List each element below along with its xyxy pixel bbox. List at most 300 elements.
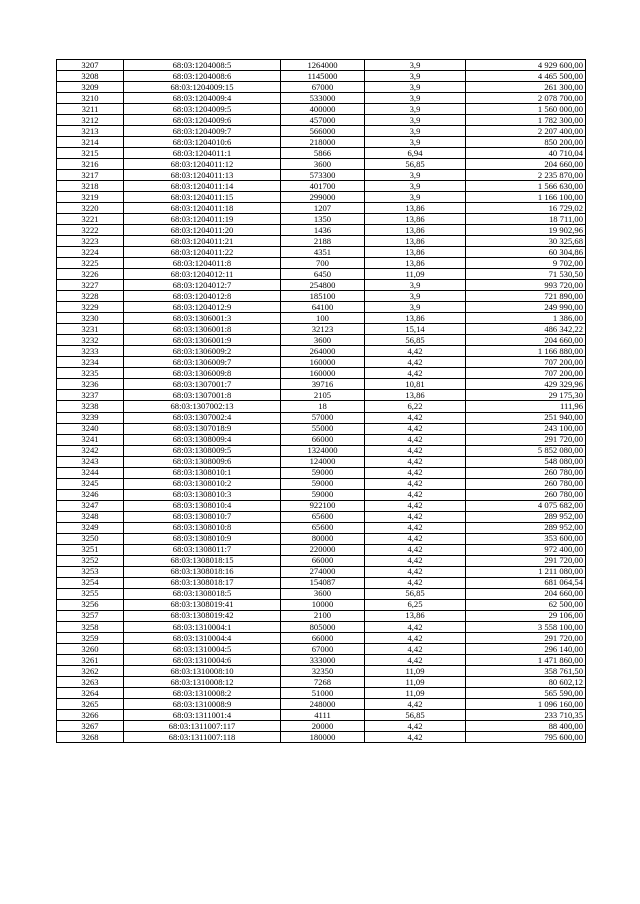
cadastral-number-cell: 68:03:1204011:8 <box>124 258 281 269</box>
table-row <box>57 478 586 489</box>
cadastral-number-cell: 68:03:1308010:8 <box>124 522 281 533</box>
cadastral-number-cell: 68:03:1310004:6 <box>124 654 281 665</box>
row-number-cell: 3214 <box>57 137 124 148</box>
table-row <box>57 423 586 434</box>
table-row <box>57 412 586 423</box>
table-row <box>57 302 586 313</box>
area-cell: 248000 <box>281 698 365 709</box>
table-row <box>57 225 586 236</box>
cadastral-number-cell: 68:03:1308010:3 <box>124 489 281 500</box>
rate-cell: 13,86 <box>365 225 466 236</box>
rate-cell: 4,42 <box>365 412 466 423</box>
row-number-cell: 3222 <box>57 225 124 236</box>
row-number-cell: 3234 <box>57 357 124 368</box>
area-cell: 6450 <box>281 269 365 280</box>
value-cell: 204 660,00 <box>466 159 586 170</box>
value-cell: 1 096 160,00 <box>466 698 586 709</box>
row-number-cell: 3264 <box>57 687 124 698</box>
rate-cell: 4,42 <box>365 368 466 379</box>
value-cell: 204 660,00 <box>466 335 586 346</box>
cadastral-number-cell: 68:03:1310008:10 <box>124 665 281 676</box>
row-number-cell: 3232 <box>57 335 124 346</box>
area-cell: 59000 <box>281 467 365 478</box>
row-number-cell: 3254 <box>57 577 124 588</box>
row-number-cell: 3230 <box>57 313 124 324</box>
table-row <box>57 93 586 104</box>
area-cell: 65600 <box>281 522 365 533</box>
cadastral-number-cell: 68:03:1204011:21 <box>124 236 281 247</box>
row-number-cell: 3231 <box>57 324 124 335</box>
row-number-cell: 3250 <box>57 533 124 544</box>
table-row <box>57 731 586 742</box>
value-cell: 721 890,00 <box>466 291 586 302</box>
row-number-cell: 3208 <box>57 71 124 82</box>
row-number-cell: 3213 <box>57 126 124 137</box>
row-number-cell: 3266 <box>57 709 124 720</box>
cadastral-number-cell: 68:03:1306001:3 <box>124 313 281 324</box>
cadastral-number-cell: 68:03:1308009:5 <box>124 445 281 456</box>
cadastral-number-cell: 68:03:1204011:20 <box>124 225 281 236</box>
cadastral-number-cell: 68:03:1307001:8 <box>124 390 281 401</box>
rate-cell: 3,9 <box>365 60 466 71</box>
table-row <box>57 82 586 93</box>
row-number-cell: 3229 <box>57 302 124 313</box>
rate-cell: 3,9 <box>365 104 466 115</box>
table-row <box>57 643 586 654</box>
area-cell: 20000 <box>281 720 365 731</box>
value-cell: 565 590,00 <box>466 687 586 698</box>
table-row <box>57 291 586 302</box>
rate-cell: 56,85 <box>365 588 466 599</box>
value-cell: 291 720,00 <box>466 434 586 445</box>
row-number-cell: 3257 <box>57 610 124 621</box>
area-cell: 66000 <box>281 434 365 445</box>
area-cell: 299000 <box>281 192 365 203</box>
row-number-cell: 3246 <box>57 489 124 500</box>
area-cell: 400000 <box>281 104 365 115</box>
rate-cell: 56,85 <box>365 709 466 720</box>
row-number-cell: 3256 <box>57 599 124 610</box>
value-cell: 111,96 <box>466 401 586 412</box>
table-row <box>57 599 586 610</box>
table-row <box>57 346 586 357</box>
table-row <box>57 555 586 566</box>
cadastral-number-cell: 68:03:1307002:4 <box>124 412 281 423</box>
cadastral-number-cell: 68:03:1308018:15 <box>124 555 281 566</box>
area-cell: 1324000 <box>281 445 365 456</box>
value-cell: 4 075 682,00 <box>466 500 586 511</box>
table-row <box>57 621 586 632</box>
area-cell: 2188 <box>281 236 365 247</box>
rate-cell: 3,9 <box>365 291 466 302</box>
value-cell: 353 600,00 <box>466 533 586 544</box>
rate-cell: 4,42 <box>365 544 466 555</box>
cadastral-number-cell: 68:03:1204009:4 <box>124 93 281 104</box>
cadastral-number-cell: 68:03:1310004:5 <box>124 643 281 654</box>
rate-cell: 3,9 <box>365 181 466 192</box>
table-row <box>57 522 586 533</box>
row-number-cell: 3225 <box>57 258 124 269</box>
table-row <box>57 126 586 137</box>
cadastral-number-cell: 68:03:1311007:118 <box>124 731 281 742</box>
area-cell: 700 <box>281 258 365 269</box>
value-cell: 850 200,00 <box>466 137 586 148</box>
rate-cell: 11,09 <box>365 687 466 698</box>
cadastral-number-cell: 68:03:1308010:9 <box>124 533 281 544</box>
rate-cell: 4,42 <box>365 500 466 511</box>
cadastral-number-cell: 68:03:1204009:6 <box>124 115 281 126</box>
rate-cell: 11,09 <box>365 676 466 687</box>
table-row <box>57 368 586 379</box>
area-cell: 805000 <box>281 621 365 632</box>
value-cell: 1 166 100,00 <box>466 192 586 203</box>
area-cell: 160000 <box>281 368 365 379</box>
value-cell: 1 386,00 <box>466 313 586 324</box>
value-cell: 4 465 500,00 <box>466 71 586 82</box>
area-cell: 180000 <box>281 731 365 742</box>
area-cell: 18 <box>281 401 365 412</box>
table-row <box>57 192 586 203</box>
cadastral-number-cell: 68:03:1308010:1 <box>124 467 281 478</box>
row-number-cell: 3253 <box>57 566 124 577</box>
value-cell: 204 660,00 <box>466 588 586 599</box>
rate-cell: 13,86 <box>365 258 466 269</box>
cadastral-number-cell: 68:03:1306009:7 <box>124 357 281 368</box>
table-row <box>57 709 586 720</box>
cadastral-number-cell: 68:03:1308019:42 <box>124 610 281 621</box>
area-cell: 573300 <box>281 170 365 181</box>
row-number-cell: 3248 <box>57 511 124 522</box>
value-cell: 243 100,00 <box>466 423 586 434</box>
row-number-cell: 3243 <box>57 456 124 467</box>
row-number-cell: 3252 <box>57 555 124 566</box>
cadastral-number-cell: 68:03:1204011:13 <box>124 170 281 181</box>
rate-cell: 4,42 <box>365 456 466 467</box>
rate-cell: 3,9 <box>365 71 466 82</box>
table-row <box>57 698 586 709</box>
table-row <box>57 544 586 555</box>
cadastral-number-cell: 68:03:1307018:9 <box>124 423 281 434</box>
rate-cell: 11,09 <box>365 269 466 280</box>
row-number-cell: 3217 <box>57 170 124 181</box>
table-row <box>57 577 586 588</box>
area-cell: 7268 <box>281 676 365 687</box>
row-number-cell: 3265 <box>57 698 124 709</box>
row-number-cell: 3235 <box>57 368 124 379</box>
row-number-cell: 3247 <box>57 500 124 511</box>
cadastral-number-cell: 68:03:1310008:9 <box>124 698 281 709</box>
area-cell: 401700 <box>281 181 365 192</box>
rate-cell: 13,86 <box>365 236 466 247</box>
value-cell: 30 325,68 <box>466 236 586 247</box>
rate-cell: 4,42 <box>365 698 466 709</box>
row-number-cell: 3255 <box>57 588 124 599</box>
row-number-cell: 3211 <box>57 104 124 115</box>
area-cell: 32350 <box>281 665 365 676</box>
cadastral-number-cell: 68:03:1204011:18 <box>124 203 281 214</box>
rate-cell: 4,42 <box>365 489 466 500</box>
row-number-cell: 3218 <box>57 181 124 192</box>
value-cell: 548 080,00 <box>466 456 586 467</box>
table-row <box>57 115 586 126</box>
cadastral-number-cell: 68:03:1308010:4 <box>124 500 281 511</box>
rate-cell: 13,86 <box>365 390 466 401</box>
row-number-cell: 3241 <box>57 434 124 445</box>
rate-cell: 3,9 <box>365 302 466 313</box>
row-number-cell: 3219 <box>57 192 124 203</box>
area-cell: 1207 <box>281 203 365 214</box>
row-number-cell: 3215 <box>57 148 124 159</box>
cadastral-number-cell: 68:03:1306001:9 <box>124 335 281 346</box>
row-number-cell: 3244 <box>57 467 124 478</box>
rate-cell: 4,42 <box>365 434 466 445</box>
value-cell: 9 702,00 <box>466 258 586 269</box>
value-cell: 2 078 700,00 <box>466 93 586 104</box>
rate-cell: 13,86 <box>365 610 466 621</box>
row-number-cell: 3216 <box>57 159 124 170</box>
area-cell: 1264000 <box>281 60 365 71</box>
area-cell: 1436 <box>281 225 365 236</box>
row-number-cell: 3223 <box>57 236 124 247</box>
row-number-cell: 3226 <box>57 269 124 280</box>
table-row <box>57 533 586 544</box>
area-cell: 333000 <box>281 654 365 665</box>
area-cell: 100 <box>281 313 365 324</box>
rate-cell: 3,9 <box>365 82 466 93</box>
cadastral-number-cell: 68:03:1204008:6 <box>124 71 281 82</box>
value-cell: 60 304,86 <box>466 247 586 258</box>
row-number-cell: 3212 <box>57 115 124 126</box>
rate-cell: 6,22 <box>365 401 466 412</box>
table-row <box>57 258 586 269</box>
value-cell: 1 782 300,00 <box>466 115 586 126</box>
area-cell: 57000 <box>281 412 365 423</box>
table-row <box>57 390 586 401</box>
area-cell: 32123 <box>281 324 365 335</box>
value-cell: 29 106,00 <box>466 610 586 621</box>
area-cell: 51000 <box>281 687 365 698</box>
table-row <box>57 170 586 181</box>
rate-cell: 3,9 <box>365 115 466 126</box>
table-row <box>57 335 586 346</box>
rate-cell: 4,42 <box>365 522 466 533</box>
table-row <box>57 632 586 643</box>
row-number-cell: 3227 <box>57 280 124 291</box>
row-number-cell: 3240 <box>57 423 124 434</box>
row-number-cell: 3233 <box>57 346 124 357</box>
row-number-cell: 3268 <box>57 731 124 742</box>
table-row <box>57 588 586 599</box>
cadastral-number-cell: 68:03:1204011:12 <box>124 159 281 170</box>
row-number-cell: 3239 <box>57 412 124 423</box>
rate-cell: 13,86 <box>365 247 466 258</box>
area-cell: 10000 <box>281 599 365 610</box>
table-row <box>57 467 586 478</box>
area-cell: 4351 <box>281 247 365 258</box>
value-cell: 289 952,00 <box>466 511 586 522</box>
value-cell: 249 990,00 <box>466 302 586 313</box>
row-number-cell: 3237 <box>57 390 124 401</box>
row-number-cell: 3259 <box>57 632 124 643</box>
table-row <box>57 379 586 390</box>
area-cell: 55000 <box>281 423 365 434</box>
row-number-cell: 3207 <box>57 60 124 71</box>
table-row <box>57 676 586 687</box>
rate-cell: 4,42 <box>365 346 466 357</box>
table-row <box>57 313 586 324</box>
cadastral-number-cell: 68:03:1307001:7 <box>124 379 281 390</box>
row-number-cell: 3236 <box>57 379 124 390</box>
area-cell: 533000 <box>281 93 365 104</box>
value-cell: 707 200,00 <box>466 368 586 379</box>
value-cell: 296 140,00 <box>466 643 586 654</box>
rate-cell: 15,14 <box>365 324 466 335</box>
value-cell: 3 558 100,00 <box>466 621 586 632</box>
cadastral-number-cell: 68:03:1310008:2 <box>124 687 281 698</box>
rate-cell: 3,9 <box>365 126 466 137</box>
cadastral-number-cell: 68:03:1204011:1 <box>124 148 281 159</box>
rate-cell: 13,86 <box>365 313 466 324</box>
table-row <box>57 148 586 159</box>
cadastral-number-cell: 68:03:1311001:4 <box>124 709 281 720</box>
area-cell: 264000 <box>281 346 365 357</box>
rate-cell: 4,42 <box>365 621 466 632</box>
value-cell: 19 902,96 <box>466 225 586 236</box>
table-row <box>57 401 586 412</box>
table-row <box>57 214 586 225</box>
area-cell: 457000 <box>281 115 365 126</box>
rate-cell: 11,09 <box>365 665 466 676</box>
rate-cell: 4,42 <box>365 533 466 544</box>
table-body <box>57 60 586 743</box>
row-number-cell: 3260 <box>57 643 124 654</box>
value-cell: 260 780,00 <box>466 489 586 500</box>
value-cell: 291 720,00 <box>466 555 586 566</box>
cadastral-number-cell: 68:03:1306009:2 <box>124 346 281 357</box>
cadastral-number-cell: 68:03:1306001:8 <box>124 324 281 335</box>
cadastral-number-cell: 68:03:1204008:5 <box>124 60 281 71</box>
cadastral-number-cell: 68:03:1308019:41 <box>124 599 281 610</box>
value-cell: 260 780,00 <box>466 467 586 478</box>
area-cell: 4111 <box>281 709 365 720</box>
area-cell: 154087 <box>281 577 365 588</box>
cadastral-number-cell: 68:03:1310004:1 <box>124 621 281 632</box>
table-row <box>57 720 586 731</box>
value-cell: 972 400,00 <box>466 544 586 555</box>
rate-cell: 4,42 <box>365 445 466 456</box>
area-cell: 3600 <box>281 159 365 170</box>
value-cell: 40 710,04 <box>466 148 586 159</box>
value-cell: 795 600,00 <box>466 731 586 742</box>
table-row <box>57 489 586 500</box>
value-cell: 260 780,00 <box>466 478 586 489</box>
table-row <box>57 654 586 665</box>
value-cell: 1 560 000,00 <box>466 104 586 115</box>
row-number-cell: 3242 <box>57 445 124 456</box>
area-cell: 66000 <box>281 632 365 643</box>
rate-cell: 13,86 <box>365 214 466 225</box>
value-cell: 289 952,00 <box>466 522 586 533</box>
value-cell: 486 342,22 <box>466 324 586 335</box>
area-cell: 274000 <box>281 566 365 577</box>
table-row <box>57 269 586 280</box>
row-number-cell: 3228 <box>57 291 124 302</box>
value-cell: 429 329,96 <box>466 379 586 390</box>
cadastral-number-cell: 68:03:1308011:7 <box>124 544 281 555</box>
cadastral-number-cell: 68:03:1307002:13 <box>124 401 281 412</box>
table-row <box>57 434 586 445</box>
area-cell: 2105 <box>281 390 365 401</box>
table-row <box>57 324 586 335</box>
area-cell: 67000 <box>281 643 365 654</box>
area-cell: 1350 <box>281 214 365 225</box>
cadastral-number-cell: 68:03:1308018:17 <box>124 577 281 588</box>
table-row <box>57 71 586 82</box>
cadastral-number-cell: 68:03:1308010:7 <box>124 511 281 522</box>
cadastral-number-cell: 68:03:1310004:4 <box>124 632 281 643</box>
value-cell: 62 500,00 <box>466 599 586 610</box>
area-cell: 5866 <box>281 148 365 159</box>
value-cell: 1 566 630,00 <box>466 181 586 192</box>
row-number-cell: 3210 <box>57 93 124 104</box>
value-cell: 358 761,50 <box>466 665 586 676</box>
cadastral-number-cell: 68:03:1204011:22 <box>124 247 281 258</box>
table-row <box>57 203 586 214</box>
cadastral-number-cell: 68:03:1204012:7 <box>124 280 281 291</box>
row-number-cell: 3245 <box>57 478 124 489</box>
rate-cell: 4,42 <box>365 731 466 742</box>
area-cell: 254800 <box>281 280 365 291</box>
rate-cell: 3,9 <box>365 170 466 181</box>
rate-cell: 10,81 <box>365 379 466 390</box>
value-cell: 233 710,35 <box>466 709 586 720</box>
rate-cell: 3,9 <box>365 93 466 104</box>
rate-cell: 4,42 <box>365 467 466 478</box>
value-cell: 18 711,00 <box>466 214 586 225</box>
value-cell: 29 175,30 <box>466 390 586 401</box>
value-cell: 681 064,54 <box>466 577 586 588</box>
value-cell: 261 300,00 <box>466 82 586 93</box>
row-number-cell: 3221 <box>57 214 124 225</box>
cadastral-number-cell: 68:03:1308010:2 <box>124 478 281 489</box>
rate-cell: 4,42 <box>365 478 466 489</box>
table-row <box>57 500 586 511</box>
row-number-cell: 3258 <box>57 621 124 632</box>
area-cell: 3600 <box>281 588 365 599</box>
rate-cell: 4,42 <box>365 511 466 522</box>
row-number-cell: 3224 <box>57 247 124 258</box>
area-cell: 66000 <box>281 555 365 566</box>
rate-cell: 3,9 <box>365 137 466 148</box>
rate-cell: 6,25 <box>365 599 466 610</box>
area-cell: 67000 <box>281 82 365 93</box>
row-number-cell: 3249 <box>57 522 124 533</box>
cadastral-number-cell: 68:03:1308009:4 <box>124 434 281 445</box>
rate-cell: 4,42 <box>365 643 466 654</box>
area-cell: 566000 <box>281 126 365 137</box>
value-cell: 1 211 080,00 <box>466 566 586 577</box>
table-row <box>57 511 586 522</box>
rate-cell: 56,85 <box>365 159 466 170</box>
cadastral-number-cell: 68:03:1204011:15 <box>124 192 281 203</box>
value-cell: 1 471 860,00 <box>466 654 586 665</box>
row-number-cell: 3262 <box>57 665 124 676</box>
rate-cell: 13,86 <box>365 203 466 214</box>
cadastral-number-cell: 68:03:1311007:117 <box>124 720 281 731</box>
value-cell: 993 720,00 <box>466 280 586 291</box>
table-row <box>57 181 586 192</box>
area-cell: 220000 <box>281 544 365 555</box>
